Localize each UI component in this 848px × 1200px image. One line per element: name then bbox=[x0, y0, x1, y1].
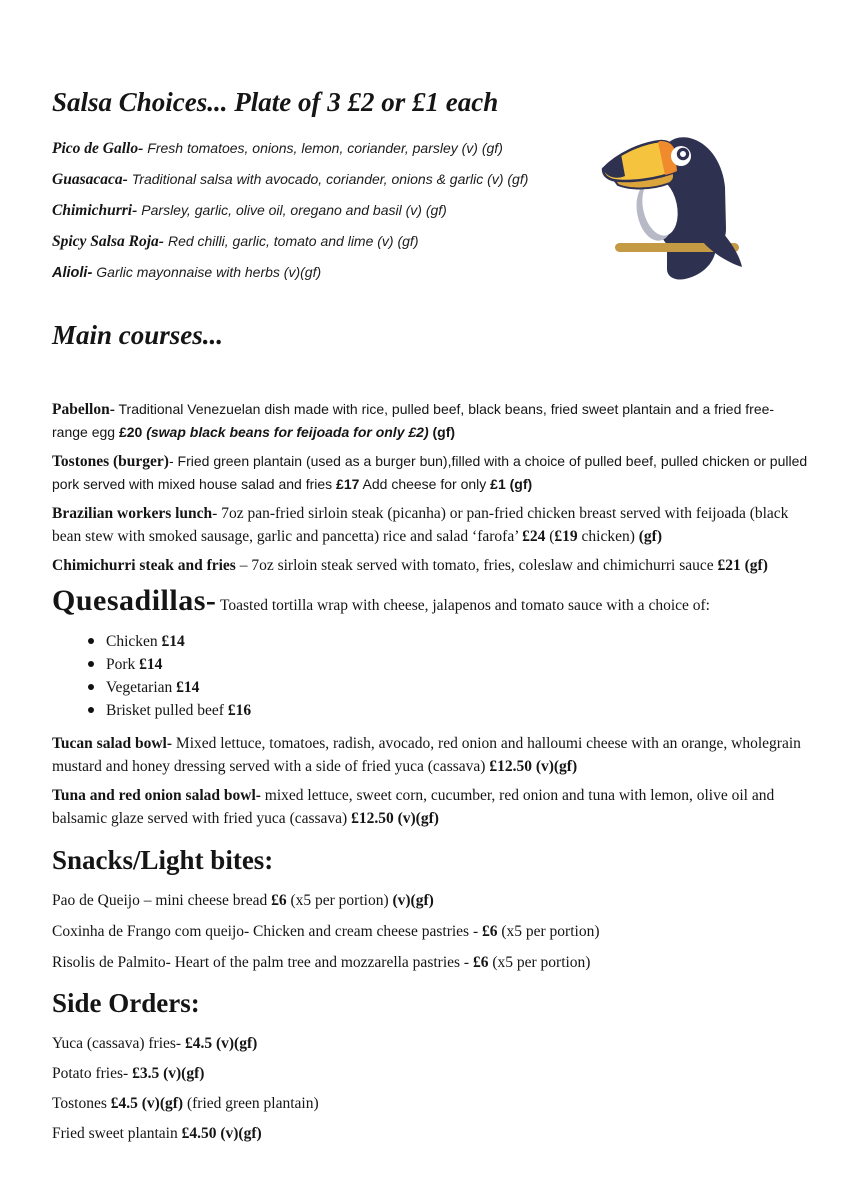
toucan-tail bbox=[667, 249, 716, 280]
text-segment: (swap black beans for feijoada for only £2) bbox=[146, 424, 429, 440]
text-segment: £6 bbox=[481, 923, 498, 940]
salsa-item-name: Pico de Gallo- bbox=[52, 140, 144, 157]
option-label: Brisket pulled beef bbox=[106, 702, 228, 719]
text-segment: Tostones (burger) bbox=[52, 453, 169, 470]
text-segment: £4.50 (v)(gf) bbox=[181, 1125, 262, 1142]
salsa-item-desc: Garlic mayonnaise with herbs (v)(gf) bbox=[96, 264, 322, 280]
side-item-yuca-fries bbox=[52, 1036, 808, 1052]
text-segment: £21 (gf) bbox=[717, 557, 768, 574]
bullet-icon bbox=[88, 707, 94, 713]
text-segment: £4.5 (v)(gf) bbox=[110, 1095, 184, 1112]
option-price: £14 bbox=[139, 656, 163, 673]
text-segment: Fried sweet plantain bbox=[52, 1125, 182, 1142]
bullet-icon bbox=[88, 684, 94, 690]
text-segment: £17 bbox=[336, 476, 360, 492]
text-segment: ( bbox=[545, 528, 555, 545]
option-price: £16 bbox=[227, 702, 252, 719]
text-segment: (gf) bbox=[638, 528, 663, 545]
menu-item-tuna-salad-bowl bbox=[52, 784, 808, 830]
option-label: Chicken bbox=[106, 633, 162, 650]
quesadilla-option-brisket bbox=[88, 699, 808, 722]
salsa-item-name: Guasacaca- bbox=[52, 171, 128, 188]
text-segment: £12.50 (v)(gf) bbox=[489, 758, 578, 775]
text-segment: chicken) bbox=[577, 528, 639, 545]
salsa-item-desc: Red chilli, garlic, tomato and lime (v) (gf) bbox=[167, 233, 419, 249]
text-segment: (fried green plantain) bbox=[183, 1095, 319, 1112]
text-segment: £3.5 (v)(gf) bbox=[132, 1065, 205, 1082]
quesadillas-section bbox=[52, 583, 808, 624]
quesadillas-section-title: Quesadillas- bbox=[52, 584, 217, 617]
text-segment: Tucan salad bowl- bbox=[52, 735, 173, 752]
menu-item-tucan-salad-bowl bbox=[52, 732, 808, 778]
text-segment: (v)(gf) bbox=[392, 892, 434, 909]
text-segment: mixed lettuce, sweet corn, cucumber, red onion and tuna with lemon, olive oil and balsamic glaze served with fried yuca (cassava) bbox=[52, 787, 775, 827]
menu-item-chimichurri-steak-and-fries bbox=[52, 554, 808, 577]
text-segment: Traditional Venezuelan dish made with rice, pulled beef, black beans, fried sweet plantain and a fried free-range egg bbox=[52, 401, 775, 440]
text-segment: Coxinha de Frango com queijo- Chicken and cream cheese pastries - bbox=[52, 923, 482, 940]
text-segment: - 7oz pan-fried sirloin steak (picanha) or pan-fried chicken breast served with feijoada (black bean stew with smoked sausage, garlic and pancetta) rice and salad ‘farofa’ bbox=[52, 505, 789, 545]
text-segment: Pabellon- bbox=[52, 401, 115, 418]
text-segment: (x5 per portion) bbox=[286, 892, 393, 909]
quesadilla-option-pork bbox=[88, 653, 808, 676]
text-segment: Add cheese for only bbox=[359, 476, 491, 492]
text-segment: £4.5 (v)(gf) bbox=[184, 1035, 258, 1052]
quesadillas-options-list bbox=[52, 630, 808, 722]
option-price: £14 bbox=[176, 679, 200, 696]
salsa-item-desc: Traditional salsa with avocado, coriander, onions & garlic (v) (gf) bbox=[131, 171, 529, 187]
menu-item-tostones-burger bbox=[52, 450, 808, 496]
text-segment: Mixed lettuce, tomatoes, radish, avocado, red onion and halloumi cheese with an orange, wholegrain mustard and honey dressing served with a side of fried yuca (cassava) bbox=[52, 735, 801, 775]
snack-item-pao-de-queijo bbox=[52, 893, 808, 909]
salsa-item-name: Chimichurri- bbox=[52, 202, 138, 219]
main-courses-section-title: Main courses... bbox=[52, 320, 224, 350]
side-item-tostones bbox=[52, 1096, 808, 1112]
text-segment: - Fried green plantain (used as a burger bun),filled with a choice of pulled beef, pulled chicken or pulled pork served with mixed house salad and fries bbox=[52, 453, 808, 492]
text-segment: – 7oz sirloin steak served with tomato, fries, coleslaw and chimichurri sauce bbox=[235, 557, 718, 574]
text-segment: Risolis de Palmito- Heart of the palm tree and mozzarella pastries - bbox=[52, 954, 473, 971]
text-segment: £6 bbox=[271, 892, 287, 909]
option-label: Vegetarian bbox=[106, 679, 177, 696]
side-item-fried-sweet-plantain bbox=[52, 1126, 808, 1142]
salsa-item-name: Spicy Salsa Roja- bbox=[52, 233, 164, 250]
text-segment: £1 (gf) bbox=[490, 476, 533, 492]
salsa-section-title: Salsa Choices... Plate of 3 £2 or £1 each bbox=[52, 87, 499, 117]
quesadilla-option-chicken bbox=[88, 630, 808, 653]
text-segment: £20 bbox=[118, 424, 147, 440]
text-segment: (x5 per portion) bbox=[497, 923, 600, 940]
menu-item-brazilian-workers-lunch bbox=[52, 502, 808, 548]
text-segment: £12.50 (v)(gf) bbox=[351, 810, 439, 827]
bullet-icon bbox=[88, 661, 94, 667]
text-segment: (gf) bbox=[432, 424, 456, 440]
toucan-illustration-icon bbox=[601, 131, 749, 283]
option-price: £14 bbox=[161, 633, 185, 650]
text-segment: Chimichurri steak and fries bbox=[52, 557, 236, 574]
snack-item-coxinha bbox=[52, 924, 808, 940]
text-segment: £6 bbox=[472, 954, 489, 971]
side-item-potato-fries bbox=[52, 1066, 808, 1082]
salsa-item-desc: Fresh tomatoes, onions, lemon, coriander, parsley (v) (gf) bbox=[147, 140, 503, 156]
text-segment: Potato fries- bbox=[52, 1065, 133, 1082]
text-segment: Tostones bbox=[52, 1095, 111, 1112]
quesadilla-option-vegetarian bbox=[88, 676, 808, 699]
menu-item-pabellon bbox=[52, 398, 808, 444]
side-orders-section-title: Side Orders: bbox=[52, 988, 200, 1018]
text-segment: (x5 per portion) bbox=[488, 954, 591, 971]
text-segment: £24 bbox=[522, 528, 546, 545]
quesadillas-desc: Toasted tortilla wrap with cheese, jalapenos and tomato sauce with a choice of: bbox=[216, 597, 710, 614]
salsa-item-desc: Parsley, garlic, olive oil, oregano and basil (v) (gf) bbox=[141, 202, 447, 218]
salsa-item-name: Alioli- bbox=[52, 265, 93, 281]
text-segment: Brazilian workers lunch bbox=[52, 505, 213, 522]
text-segment: Yuca (cassava) fries- bbox=[52, 1035, 185, 1052]
snack-item-risolis bbox=[52, 955, 808, 971]
text-segment: Tuna and red onion salad bowl- bbox=[52, 787, 261, 804]
text-segment: Pao de Queijo – mini cheese bread bbox=[52, 892, 272, 909]
text-segment: £19 bbox=[554, 528, 578, 545]
snacks-section-title: Snacks/Light bites: bbox=[52, 845, 274, 875]
option-label: Pork bbox=[106, 656, 140, 673]
bullet-icon bbox=[88, 638, 94, 644]
